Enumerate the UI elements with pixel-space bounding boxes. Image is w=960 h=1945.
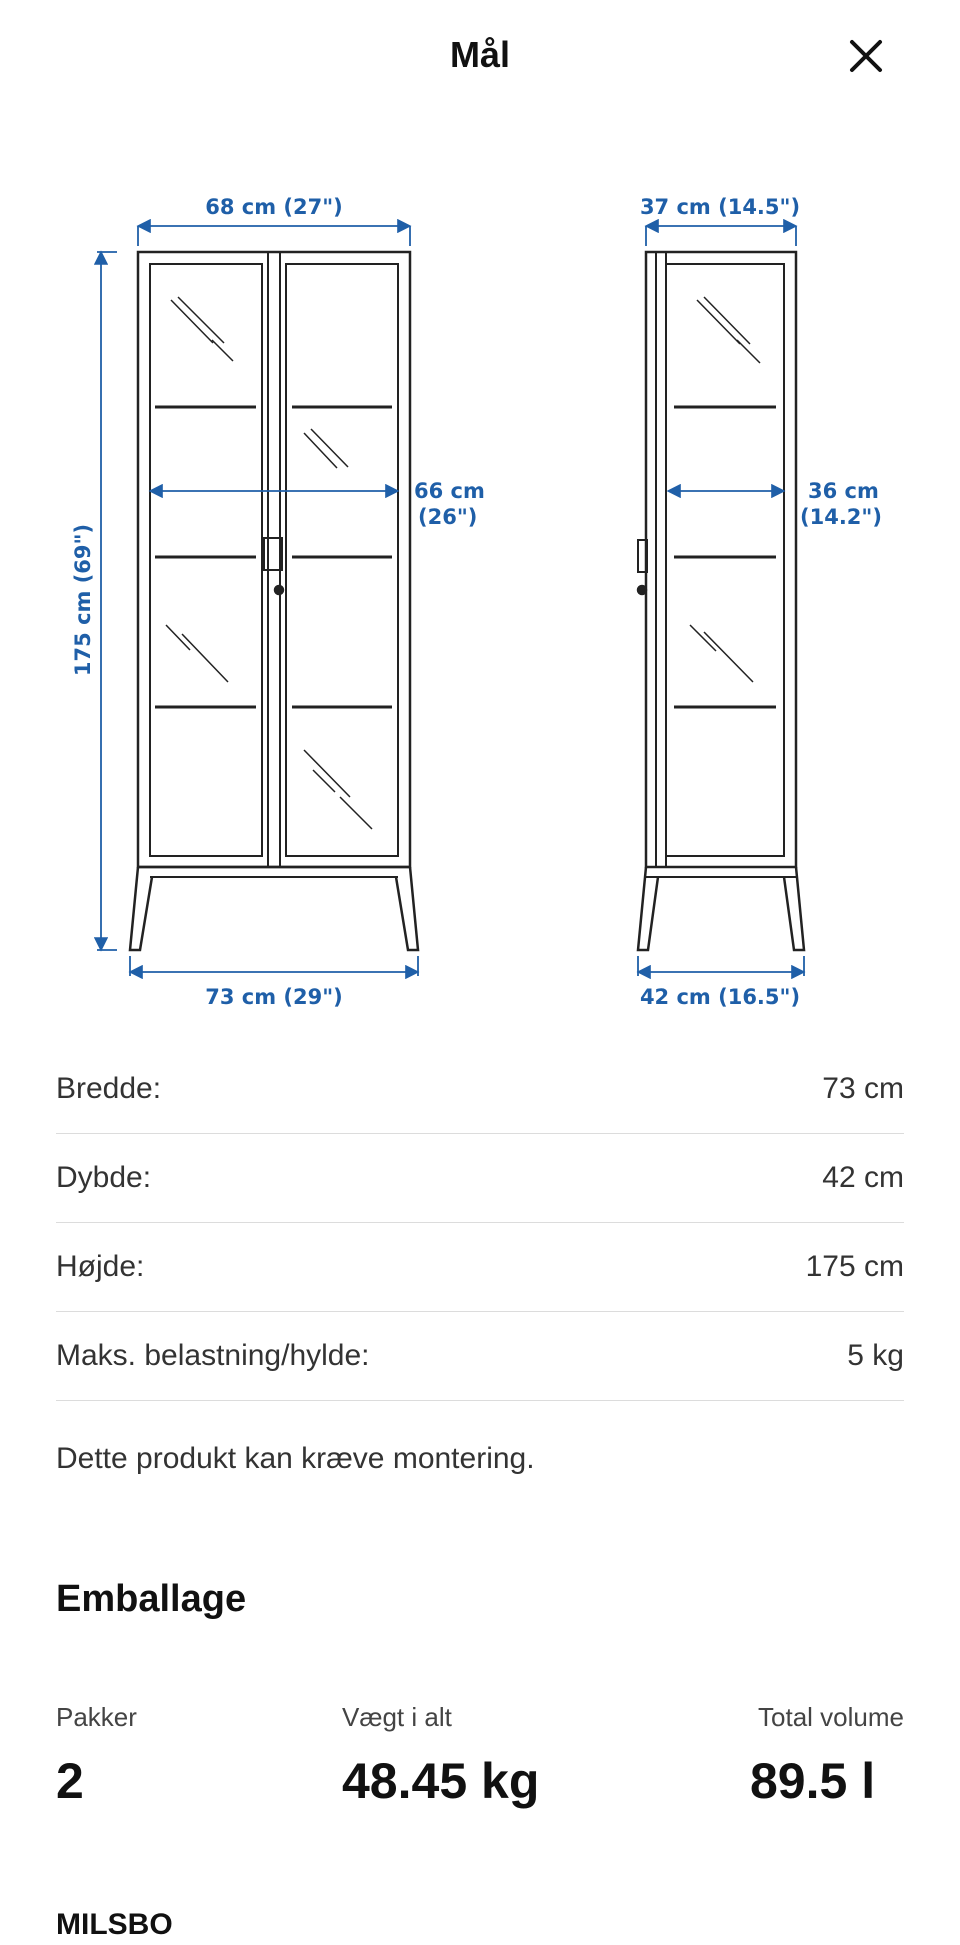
spec-row-height bbox=[56, 1223, 904, 1312]
weight-value: 48.45 kg bbox=[342, 1753, 540, 1809]
side-inner-depth-in-label: (14.2") bbox=[800, 505, 882, 529]
spec-label: Maks. belastning/hylde: bbox=[56, 1339, 370, 1372]
side-dimensions bbox=[638, 226, 804, 976]
spec-value: 42 cm bbox=[822, 1161, 904, 1194]
packages-label: Pakker bbox=[56, 1702, 137, 1732]
product-name: MILSBO bbox=[56, 1908, 173, 1941]
spec-value: 73 cm bbox=[822, 1072, 904, 1105]
front-height-label: 175 cm (69") bbox=[71, 523, 95, 677]
spec-label: Bredde: bbox=[56, 1072, 162, 1105]
spec-row-depth bbox=[56, 1134, 904, 1223]
side-top-depth-label: 37 cm (14.5") bbox=[639, 195, 801, 219]
dimension-diagram bbox=[0, 170, 960, 1020]
front-inner-width-cm-label: 66 cm bbox=[414, 479, 485, 503]
front-bottom-width-label: 73 cm (29") bbox=[205, 985, 343, 1009]
spec-label: Dybde: bbox=[56, 1161, 152, 1194]
spec-list bbox=[56, 1045, 904, 1401]
modal-header bbox=[0, 0, 960, 120]
volume-value: 89.5 l bbox=[750, 1753, 876, 1809]
close-icon[interactable] bbox=[849, 39, 883, 73]
packaging-heading: Emballage bbox=[56, 1578, 247, 1620]
side-bottom-depth-label: 42 cm (16.5") bbox=[639, 985, 801, 1009]
front-top-width-label: 68 cm (27") bbox=[205, 195, 343, 219]
assembly-note: Dette produkt kan kræve montering. bbox=[56, 1442, 535, 1475]
spec-value: 5 kg bbox=[847, 1339, 904, 1372]
close-button[interactable] bbox=[840, 30, 892, 82]
front-view-cabinet bbox=[130, 252, 418, 950]
side-view-cabinet bbox=[638, 252, 804, 950]
volume-label: Total volume bbox=[758, 1702, 904, 1732]
side-inner-depth-cm-label: 36 cm bbox=[808, 479, 879, 503]
page-title: Mål bbox=[449, 34, 510, 75]
weight-label: Vægt i alt bbox=[342, 1702, 452, 1732]
packages-value: 2 bbox=[56, 1753, 84, 1809]
spec-row-max-load bbox=[56, 1312, 904, 1401]
front-inner-width-in-label: (26") bbox=[418, 505, 478, 529]
spec-row-width bbox=[56, 1045, 904, 1134]
spec-label: Højde: bbox=[56, 1250, 145, 1283]
front-dimensions bbox=[97, 226, 418, 976]
spec-value: 175 cm bbox=[805, 1250, 904, 1283]
